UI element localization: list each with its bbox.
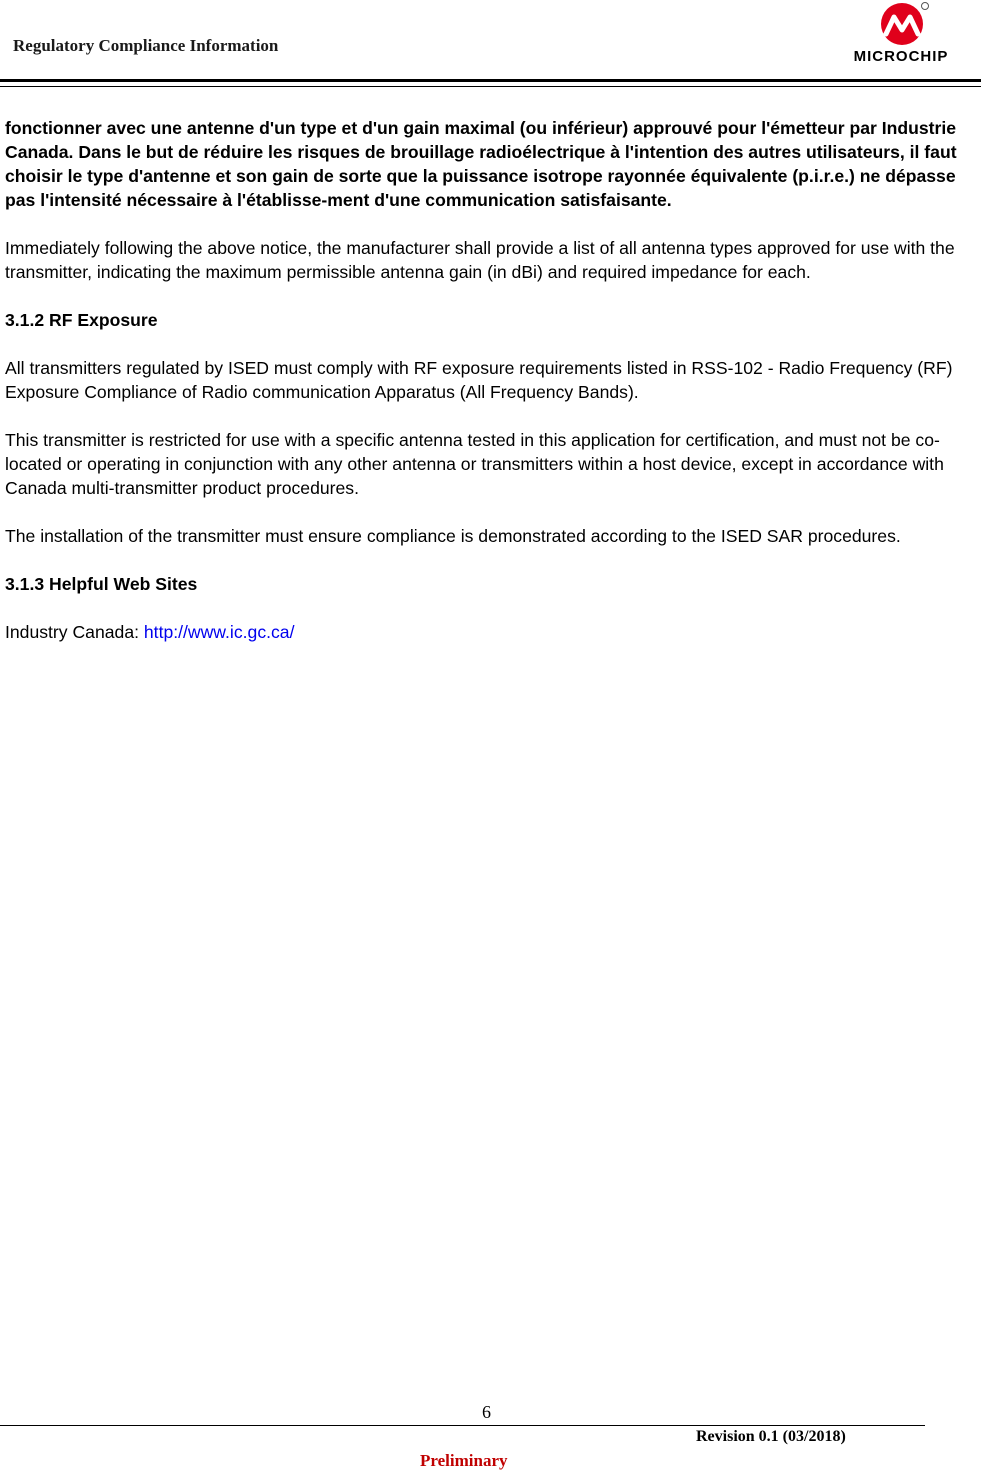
footer-rule [0, 1425, 925, 1426]
rf-exposure-paragraph-2: This transmitter is restricted for use with a specific antenna tested in this application for certification, and must not be co-located or operating in conjunction with any other antenna or transmitters within a host device, except in accordance with Canada multi-transmitter product procedures. [5, 430, 944, 498]
document-title: Regulatory Compliance Information [13, 36, 279, 55]
preliminary-status: Preliminary [420, 1451, 508, 1470]
document-body [5, 116, 977, 668]
header-rule-thick [0, 79, 981, 82]
logo-wordmark: MICROCHIP [853, 48, 949, 65]
antenna-list-paragraph: Immediately following the above notice, the manufacturer shall provide a list of all antenna types approved for use with the transmitter, indicating the maximum permissible antenna gain (in dBi) and required impedance for each. [5, 238, 955, 282]
header-rule-thin [0, 86, 981, 87]
rf-exposure-paragraph-1: All transmitters regulated by ISED must comply with RF exposure requirements listed in RSS-102 - Radio Frequency (RF) Exposure Compliance of Radio communication Apparatus (All Frequency Bands). [5, 358, 953, 402]
french-notice-paragraph: fonctionner avec une antenne d'un type et d'un gain maximal (ou inférieur) approuvé pour l'émetteur par Industrie Canada. Dans le but de réduire les risques de brouillage radioélectrique à l'intention des autres utilisateurs, il faut choisir le type d'antenne et son gain de sorte que la puissance isotrope rayonnée équivalente (p.i.r.e.) ne dépasse pas l'intensité nécessaire à l'établisse-ment d'une communication satisfaisante. [5, 118, 957, 210]
page-number: 6 [482, 1402, 491, 1422]
website-line [5, 620, 977, 644]
microchip-logo [834, 0, 969, 68]
revision-label: Revision 0.1 (03/2018) [696, 1428, 846, 1445]
section-heading-helpful-web-sites: 3.1.3 Helpful Web Sites [5, 574, 198, 594]
industry-canada-link[interactable]: http://www.ic.gc.ca/ [143, 622, 295, 642]
website-label: Industry Canada: [5, 622, 144, 642]
rf-exposure-paragraph-3: The installation of the transmitter must ensure compliance is demonstrated according to the ISED SAR procedures. [5, 526, 901, 546]
section-heading-rf-exposure: 3.1.2 RF Exposure [5, 310, 158, 330]
